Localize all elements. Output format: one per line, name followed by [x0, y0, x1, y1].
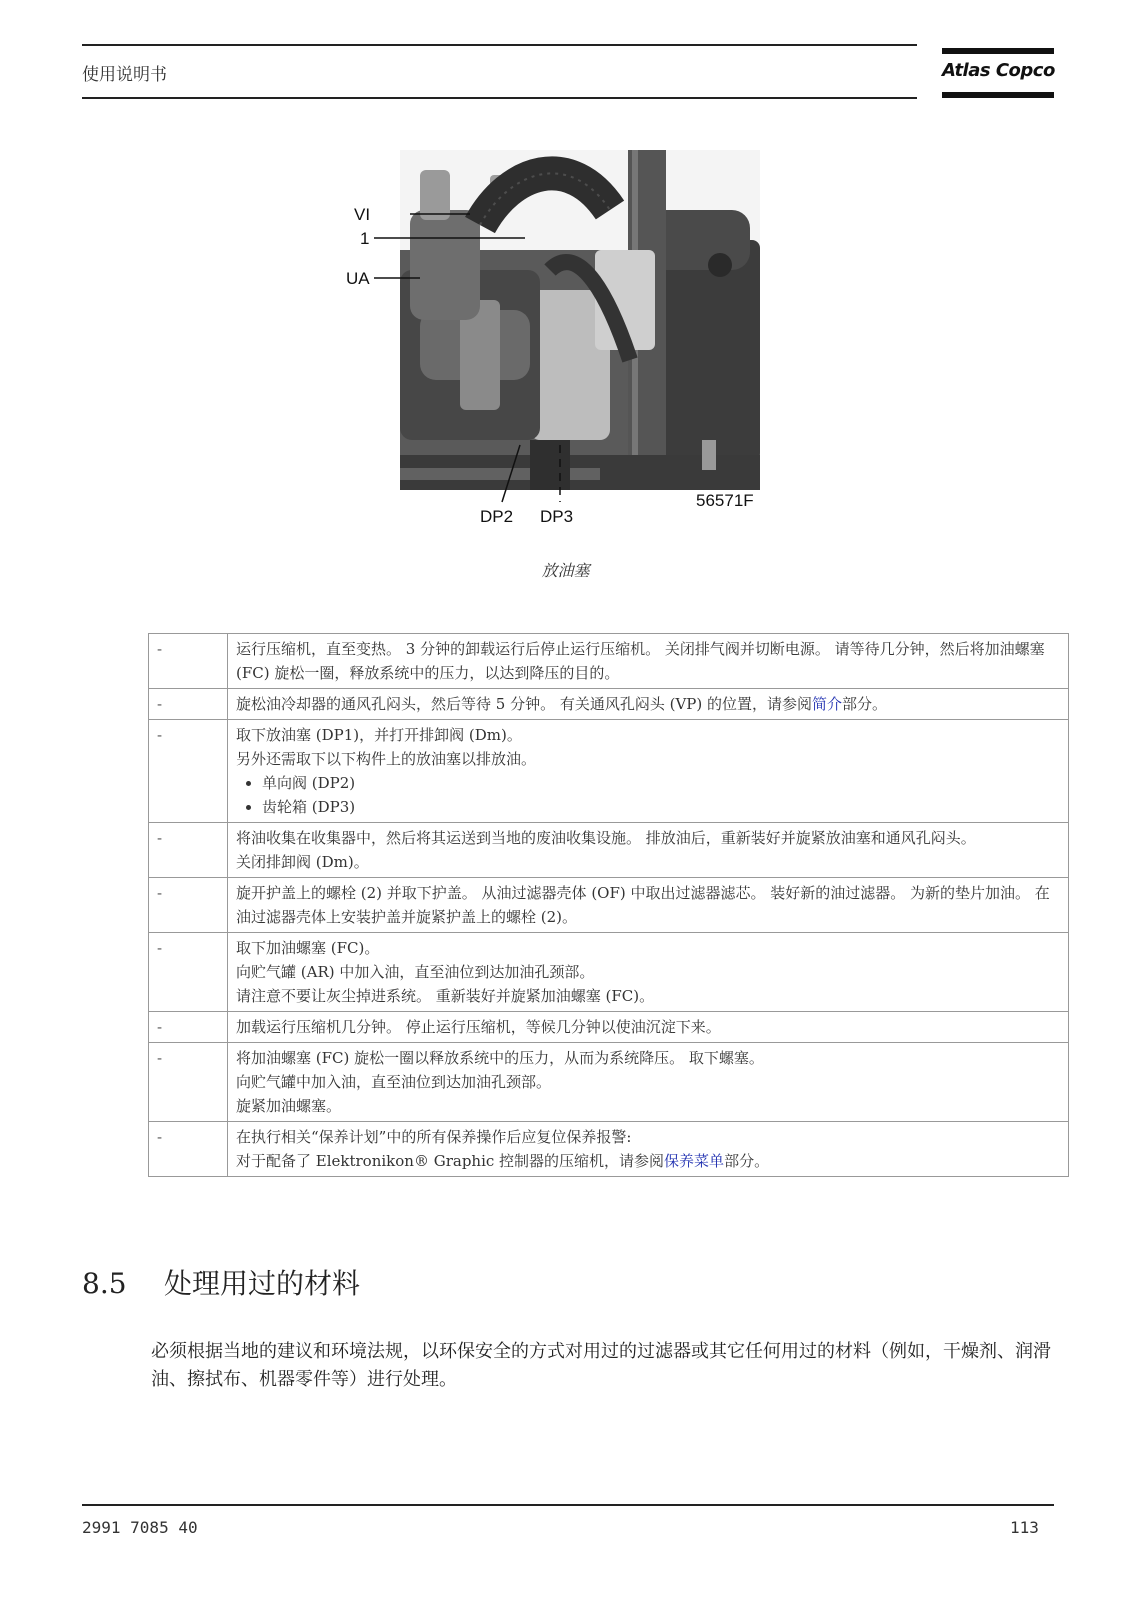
section-number: 8.5 [82, 1267, 127, 1300]
step-marker: - [149, 720, 228, 823]
step-marker: - [149, 1122, 228, 1177]
section-paragraph: 必须根据当地的建议和环境法规，以环保安全的方式对用过的过滤器或其它任何用过的材料（例如，干燥剂、润滑油、擦拭布、机器零件等）进行处理。 [151, 1341, 1051, 1390]
step-marker: - [149, 1012, 228, 1043]
section-heading [82, 1262, 360, 1302]
callout-dp3: DP3 [540, 507, 574, 526]
atlas-copco-logo [942, 48, 1054, 98]
callout-dp2: DP2 [480, 507, 514, 526]
link-introduction[interactable]: 简介 [812, 695, 843, 713]
table-row [149, 933, 1069, 1012]
table-row [149, 878, 1069, 933]
table-row [149, 634, 1069, 689]
step-marker: - [149, 1043, 228, 1122]
logo-text: Atlas Copco [942, 60, 1055, 81]
callout-1: 1 [360, 229, 370, 248]
drain-plug-figure [340, 150, 800, 540]
header-top-rule [82, 44, 917, 46]
drain-steps-table [148, 633, 1069, 1177]
table-row [149, 1122, 1069, 1177]
callout-ua: UA [346, 269, 370, 288]
step-text: 取下加油螺塞 (FC)。 向贮气罐 (AR) 中加入油，直至油位到达加油孔颈部。 请注意不要让灰尘掉进系统。 重新装好并旋紧加油螺塞 (FC)。 [228, 933, 1069, 1012]
list-item: • 单向阀 (DP2) [262, 771, 1062, 795]
bullet-list [236, 771, 1062, 819]
footer-page-number: 113 [1010, 1518, 1039, 1537]
table-row [149, 689, 1069, 720]
step-text: 旋开护盖上的螺栓 (2) 并取下护盖。 从油过滤器壳体 (OF) 中取出过滤器滤芯。 装好新的油过滤器。 为新的垫片加油。 在油过滤器壳体上安装护盖并旋紧护盖上的螺栓 (2)。 [228, 878, 1069, 933]
figure-code: 56571F [696, 491, 754, 510]
step-text: 取下放油塞 (DP1)，并打开排卸阀 (Dm)。 另外还需取下以下构件上的放油塞以排放油。 • 单向阀 (DP2) • 齿轮箱 (DP3) [228, 720, 1069, 823]
table-row [149, 1043, 1069, 1122]
step-text: 将油收集在收集器中，然后将其运送到当地的废油收集设施。 排放油后，重新装好并旋紧放油塞和通风孔闷头。 关闭排卸阀 (Dm)。 [228, 823, 1069, 878]
footer-rule [82, 1504, 1054, 1506]
callout-vi: VI [354, 205, 371, 224]
step-text: 运行压缩机，直至变热。 3 分钟的卸载运行后停止运行压缩机。 关闭排气阀并切断电源。 请等待几分钟，然后将加油螺塞 (FC) 旋松一圈，释放系统中的压力，以达到降压的目的。 [228, 634, 1069, 689]
step-text: 将加油螺塞 (FC) 旋松一圈以释放系统中的压力，从而为系统降压。 取下螺塞。 向贮气罐中加入油，直至油位到达加油孔颈部。 旋紧加油螺塞。 [228, 1043, 1069, 1122]
table-row [149, 1012, 1069, 1043]
list-item: • 齿轮箱 (DP3) [262, 795, 1062, 819]
step-marker: - [149, 689, 228, 720]
step-text: 加载运行压缩机几分钟。 停止运行压缩机，等候几分钟以使油沉淀下来。 [228, 1012, 1069, 1043]
table-row [149, 720, 1069, 823]
step-marker: - [149, 634, 228, 689]
header-bottom-rule [82, 97, 917, 99]
link-service-menu[interactable]: 保养菜单 [664, 1152, 725, 1170]
figure-caption: 放油塞 [541, 561, 590, 580]
section-title: 处理用过的材料 [164, 1267, 361, 1300]
footer-doc-number: 2991 7085 40 [82, 1518, 198, 1537]
step-marker: - [149, 878, 228, 933]
step-marker: - [149, 933, 228, 1012]
step-text: 旋松油冷却器的通风孔闷头，然后等待 5 分钟。 有关通风孔闷头 (VP) 的位置，请参阅简介部分。 [228, 689, 1069, 720]
header-title: 使用说明书 [82, 65, 167, 85]
step-text: 在执行相关“保养计划”中的所有保养操作后应复位保养报警: 对于配备了 Elektronikon® Graphic 控制器的压缩机，请参阅保养菜单部分。 [228, 1122, 1069, 1177]
table-row [149, 823, 1069, 878]
step-marker: - [149, 823, 228, 878]
